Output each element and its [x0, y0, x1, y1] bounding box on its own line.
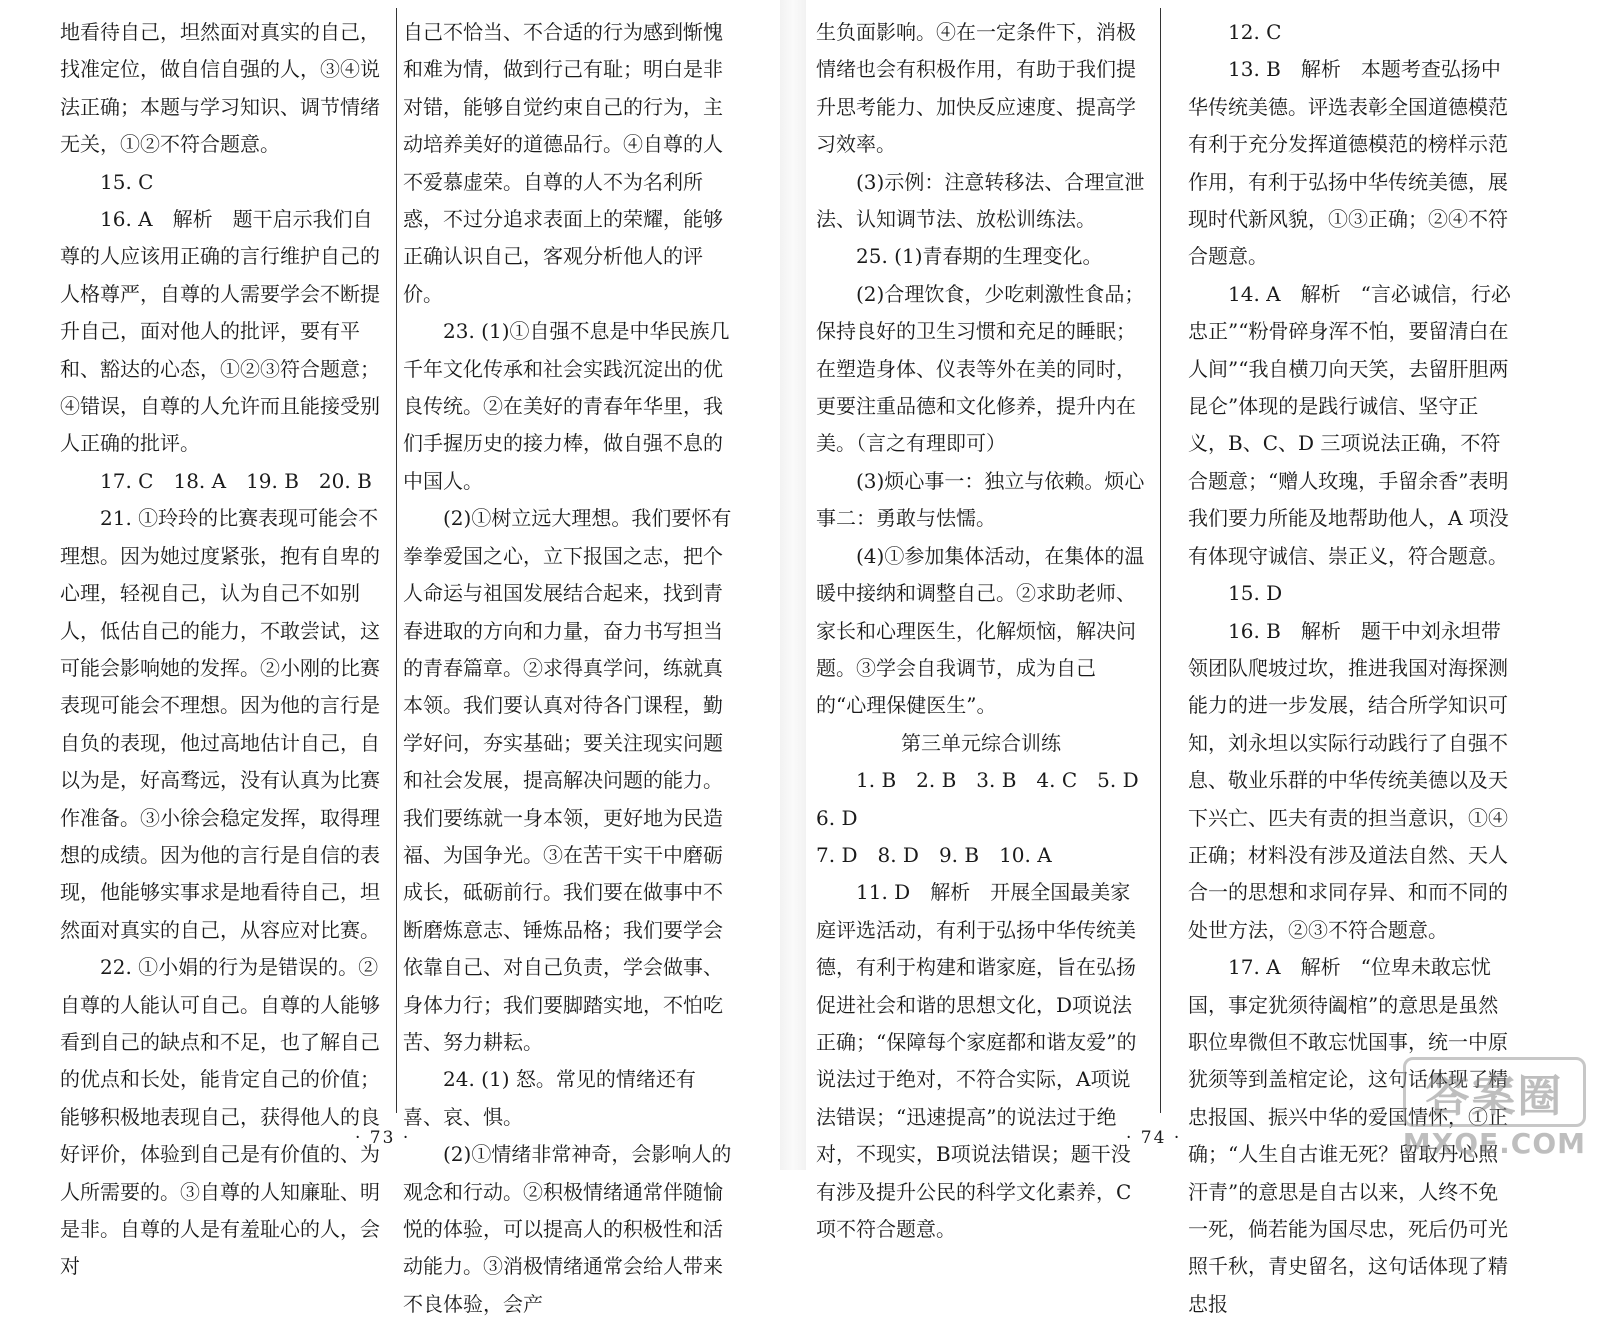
answer-paragraph: (2)①情绪非常神奇，会影响人的观念和行动。②积极情绪通常伴随愉悦的体验，可以提高人的积极性和活动能力。③消极情绪通常会给人带来不良体验，会产 [403, 1142, 732, 1316]
left-page [0, 0, 780, 1316]
answer-paragraph: 自己不恰当、不合适的行为感到惭愧和难为情，做到行己有耻；明白是非对错，能够自觉约束自己的行为，主动培养美好的道德品行。④自尊的人不爱慕虚荣。自尊的人不为名利所惑，不过分追求表面上的荣耀，能够正确认识自己，客观分析他人的评价。 [403, 20, 723, 306]
answer-paragraph: 23. (1)①自强不息是中华民族几千年文化传承和社会实践沉淀出的优良传统。②在美好的青春年华里，我们手握历史的接力棒，做自强不息的中国人。 [403, 319, 730, 493]
answer-paragraph: 生负面影响。④在一定条件下，消极情绪也会有积极作用，有助于我们提升思考能力、加快反应速度、提高学习效率。 [816, 20, 1136, 157]
answer-paragraph: 12. C [1228, 20, 1282, 44]
answer-paragraph: 11. D 解析 开展全国最美家庭评选活动，有利于弘扬中华传统美德，有利于构建和谐家庭，旨在弘扬促进社会和谐的思想文化，D项说法正确；“保障每个家庭都和谐友爱”的说法过于绝对，不符合实际，A项说法错误；“迅速提高”的说法过于绝对，不现实，B项说法错误；题干没有涉及提升公民的科学文化素养，C项不符合题意。 [816, 880, 1137, 1241]
answer-paragraph: (4)①参加集体活动，在集体的温暖中接纳和调整自己。②求助老师、家长和心理医生，化解烦恼，解决问题。③学会自我调节，成为自己的“心理保健医生”。 [816, 543, 1145, 718]
answer-paragraph: 24. (1) 怒。常见的情绪还有喜、哀、惧。 [403, 1067, 696, 1129]
column-divider [1160, 8, 1161, 1113]
answer-paragraph: 14. A 解析 “言必诚信，行必忠正”“粉骨碎身浑不怕，要留清白在人间”“我自横刀向天笑，去留肝胆两昆仑”体现的是践行诚信、坚守正义，B、C、D 三项说法正确，不符合题意；“赠人玫瑰，手留余香”表明我们要力所能及地帮助他人，A 项没有体现守诚信、崇正义，符合题意。 [1188, 281, 1511, 568]
answer-paragraph: 15. D [1228, 581, 1283, 606]
page-number: · 73 · [355, 1128, 411, 1148]
answer-paragraph: 7. D 8. D 9. B 10. A [816, 842, 1052, 867]
section-heading: 第三单元综合训练 [901, 730, 1061, 755]
answer-paragraph: 22. ①小娟的行为是错误的。②自尊的人能认可自己。自尊的人能够看到自己的缺点和不足，也了解自己的优点和长处，能肯定自己的价值；能够积极地表现自己，获得他人的良好评价，体验到自己是有价值的、为人所需要的。③自尊的人知廉耻、明是非。自尊的人是有羞耻心的人，会对 [60, 955, 380, 1279]
page-number: · 74 · [1126, 1128, 1182, 1148]
answer-paragraph: 21. ①玲玲的比赛表现可能会不理想。因为她过度紧张，抱有自卑的心理，轻视自己，认为自己不如别人，低估自己的能力，不敢尝试，这可能会影响她的发挥。②小刚的比赛表现可能会不理想。因为他的言行是自负的表现，他过高地估计自己，自以为是，好高骛远，没有认真为比赛作准备。③小徐会稳定发挥，取得理想的成绩。因为他的言行是自信的表现，他能够实事求是地看待自己，坦然面对真实的自己，从容应对比赛。 [60, 506, 380, 942]
answer-paragraph: 17. C 18. A 19. B 20. B [100, 468, 372, 493]
answer-paragraph: 地看待自己，坦然面对真实的自己，找准定位，做自信自强的人，③④说法正确；本题与学习知识、调节情绪无关，①②不符合题意。 [60, 20, 380, 157]
site-watermark [1403, 1057, 1586, 1160]
answer-paragraph: (3)烦心事一：独立与依赖。烦心事二：勇敢与怯懦。 [816, 468, 1145, 531]
answer-paragraph: 17. A 解析 “位卑未敢忘忧国，事定犹须待阖棺”的意思是虽然职位卑微但不敢忘忧国事，统一中原犹须等到盖棺定论，这句话体现了精忠报国、振兴中华的爱国情怀，①正确；“人生自古谁无死？留取丹心照汗青”的意思是自古以来，人终不免一死，倘若能为国尽忠，死后仍可光照千秋，青史留名，这句话体现了精忠报 [1188, 955, 1508, 1316]
answer-paragraph: 16. B 解析 题干中刘永坦带领团队爬坡过坎，推进我国对海探测能力的进一步发展，结合所学知识可知，刘永坦以实际行动践行了自强不息、敬业乐群的中华传统美德以及天下兴亡、匹夫有责的担当意识，①④正确；材料没有涉及道法自然、天人合一的思想和求同存异、和而不同的处世方法，②③不符合题意。 [1188, 618, 1508, 942]
answer-paragraph: (3)示例：注意转移法、合理宣泄法、认知调节法、放松训练法。 [816, 169, 1145, 232]
answer-paragraph: 13. B 解析 本题考查弘扬中华传统美德。评选表彰全国道德模范有利于充分发挥道德模范的榜样示范作用，有利于弘扬中华传统美德，展现时代新风貌，①③正确；②④不符合题意。 [1188, 57, 1508, 269]
answer-paragraph: (2)①树立远大理想。我们要怀有拳拳爱国之心，立下报国之志，把个人命运与祖国发展结合起来，找到青春进取的方向和力量，奋力书写担当的青春篇章。②求得真学问，练就真本领。我们要认真对待各门课程，勤学好问，夯实基础；要关注现实问题和社会发展，提高解决问题的能力。我们要练就一身本领，更好地为民造福、为国争光。③在苦干实干中磨砺成长，砥砺前行。我们要在做事中不断磨炼意志、锤炼品格；我们要学会依靠自己、对自己负责，学会做事、身体力行；我们要脚踏实地，不怕吃苦、努力耕耘。 [403, 506, 732, 1054]
watermark-logo: 答案圈 [1403, 1057, 1586, 1127]
column-divider [396, 8, 397, 1113]
answer-paragraph: (2)合理饮食，少吃刺激性食品；保持良好的卫生习惯和充足的睡眠；在塑造身体、仪表等外在美的同时，更要注重品德和文化修养，提升内在美。（言之有理即可） [816, 281, 1145, 456]
answer-paragraph: 25. (1)青春期的生理变化。 [856, 244, 1103, 269]
answer-paragraph: 1. B 2. B 3. B 4. C 5. D 6. D [816, 768, 1159, 830]
answer-paragraph: 16. A 解析 题干启示我们自尊的人应该用正确的言行维护自己的人格尊严，自尊的人需要学会不断提升自己，面对他人的批评，要有平和、豁达的心态，①②③符合题意；④错误，自尊的人允许而且能接受别人正确的批评。 [60, 207, 380, 456]
book-spine [780, 0, 806, 1170]
right-page [806, 0, 1600, 1316]
left-page-column-1 [60, 14, 390, 1286]
left-page-column-2 [403, 14, 733, 1323]
answer-paragraph: 15. C [100, 169, 154, 194]
watermark-url: MXQE.COM [1402, 1127, 1586, 1160]
